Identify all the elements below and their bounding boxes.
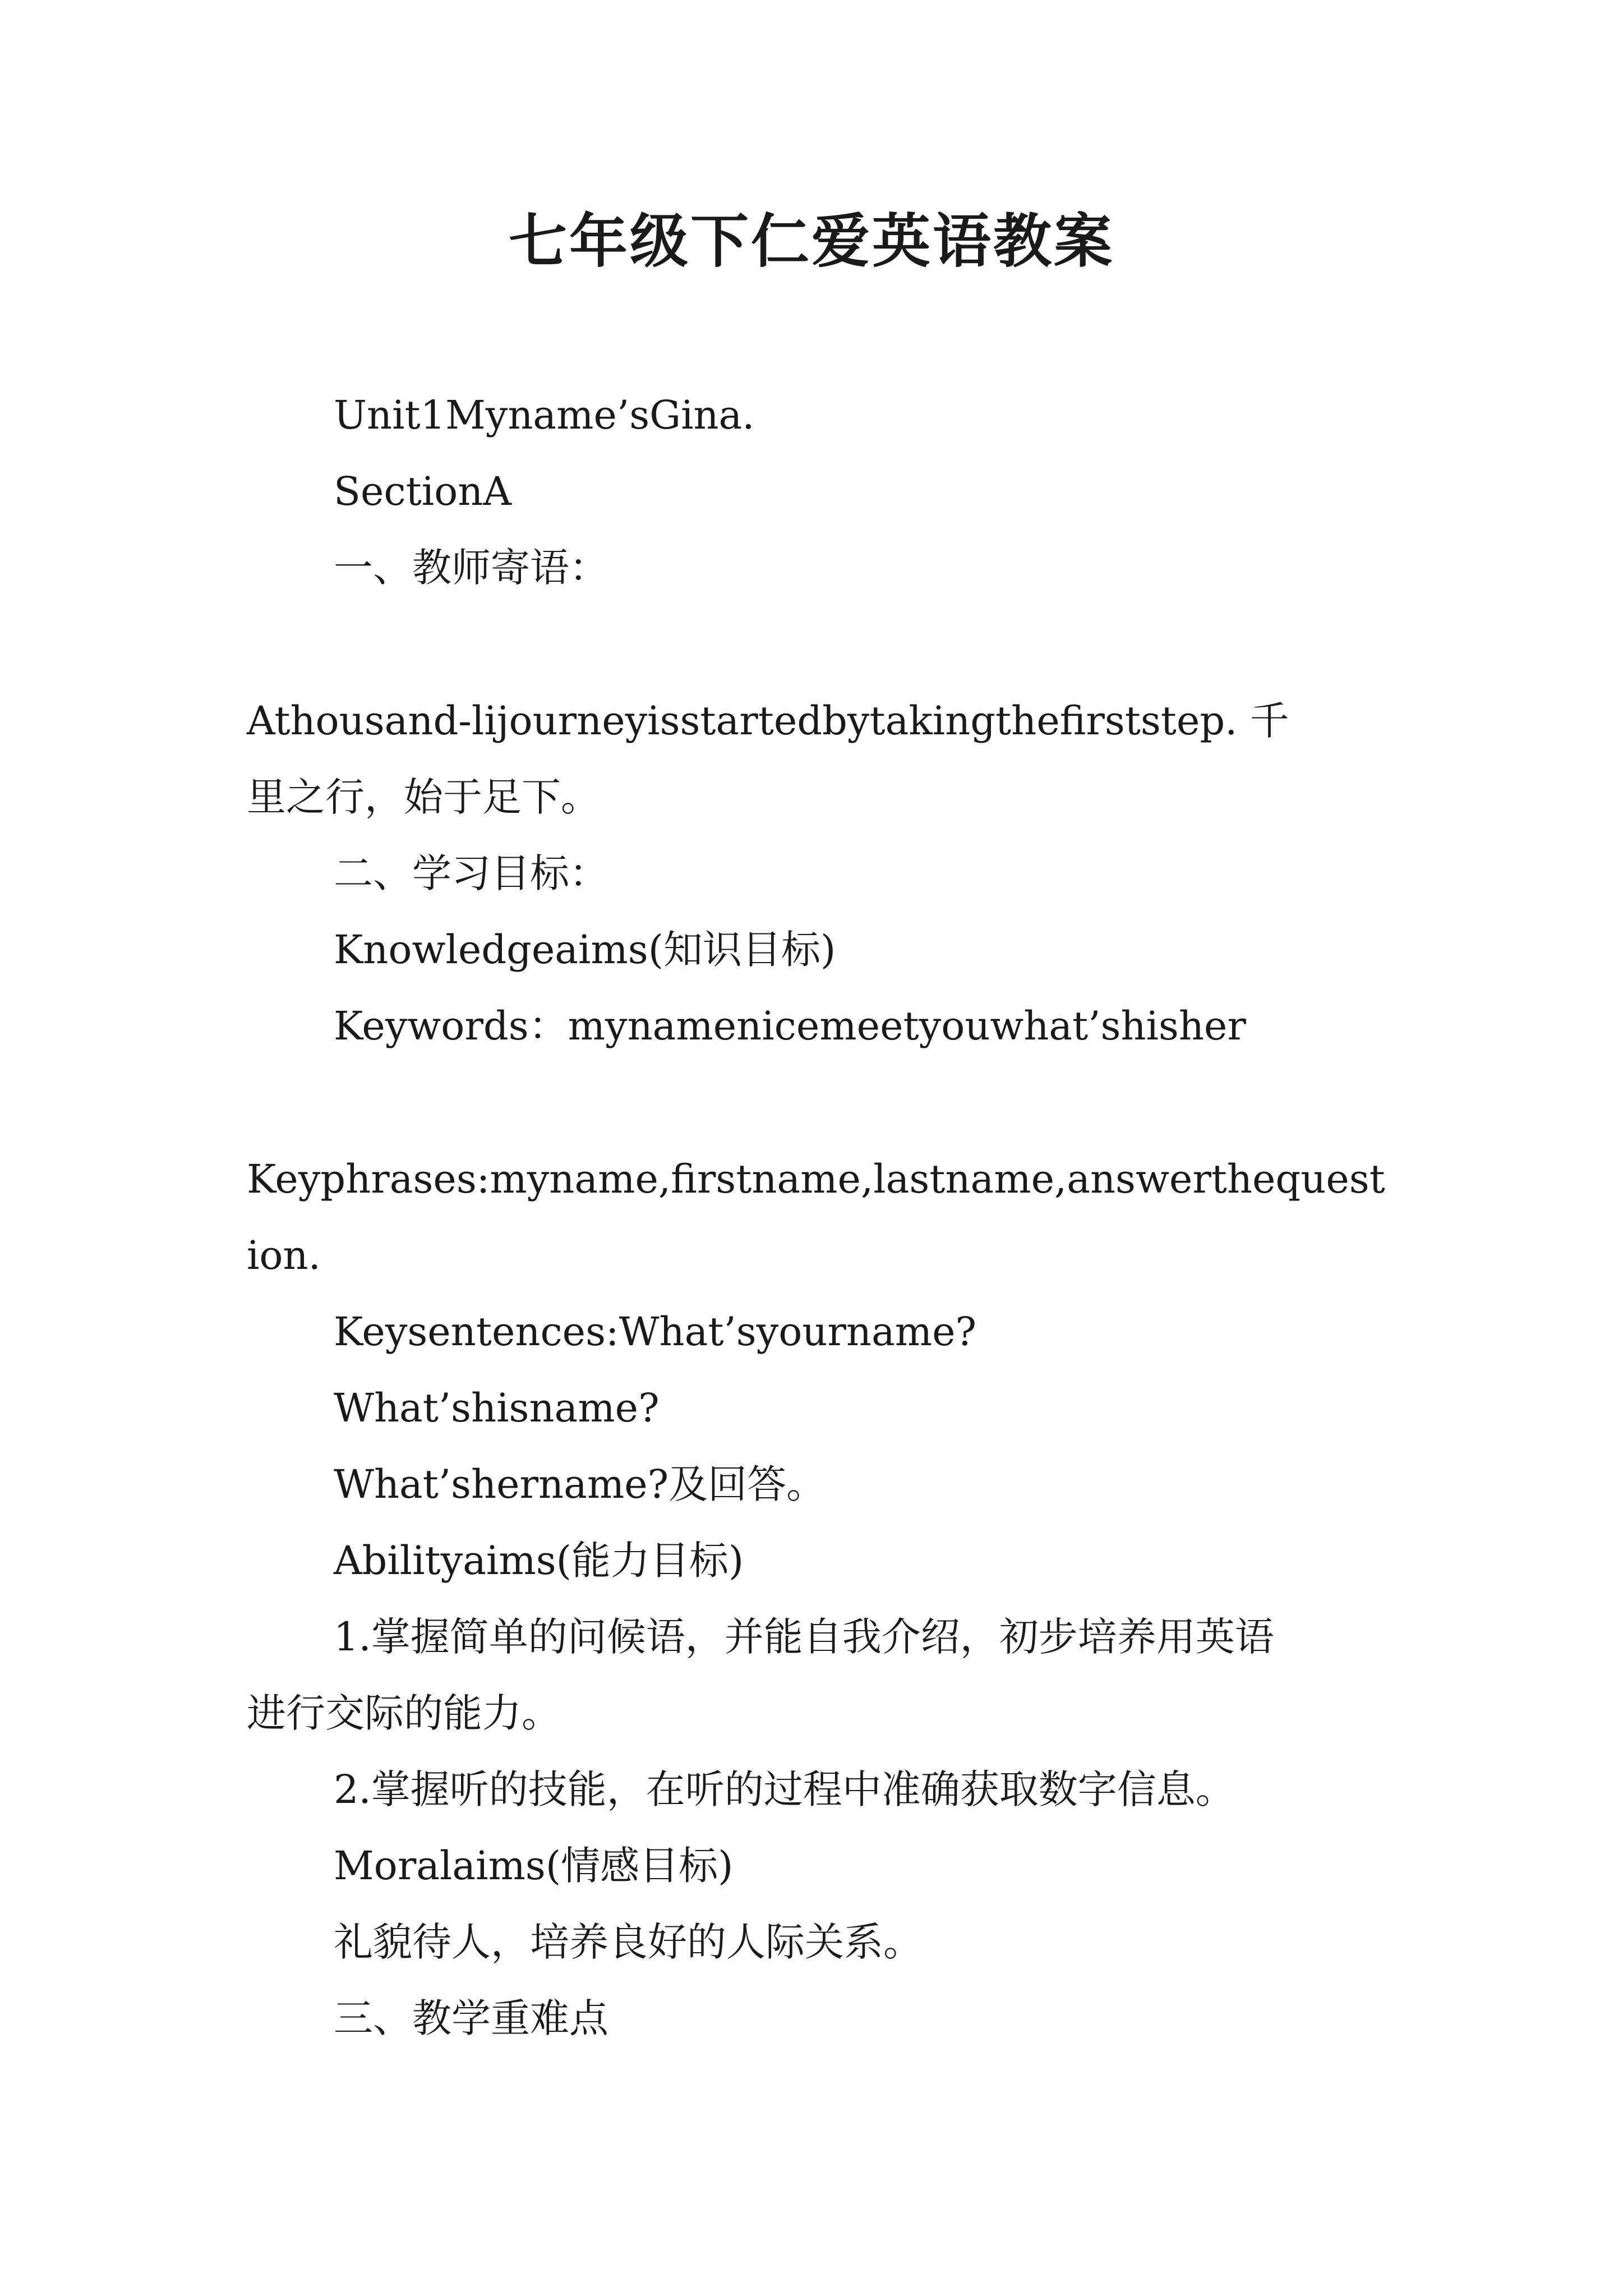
- learning-goals-heading: 二、学习目标：: [334, 850, 608, 896]
- keyphrases-line-1: Keyphrases:myname,firstname,lastname,answerthequest: [247, 1156, 1385, 1202]
- teacher-message-line-2: 里之行，始于足下。: [247, 774, 600, 820]
- teacher-message-heading: 一、教师寄语：: [334, 545, 608, 591]
- ability-aim-1-line-1: 1.掌握简单的问候语，并能自我介绍，初步培养用英语: [334, 1614, 1274, 1660]
- sentence-his-name: What’shisname?: [334, 1385, 660, 1431]
- moral-aims-heading: Moralaims(情感目标): [334, 1843, 734, 1889]
- keyphrases-line-2: ion.: [247, 1232, 321, 1278]
- moral-aim-text: 礼貌待人，培养良好的人际关系。: [334, 1919, 923, 1965]
- document-title: 七年级下仁爱英语教案: [508, 207, 1114, 275]
- teacher-message-line-1: Athousand-lijourneyisstartedbytakingthefirststep. 千: [247, 698, 1289, 744]
- sentence-her-name: What’shername?及回答。: [334, 1461, 826, 1507]
- knowledge-aims-heading: Knowledgeaims(知识目标): [334, 927, 836, 973]
- ability-aims-heading: Abilityaims(能力目标): [334, 1538, 744, 1584]
- section-heading: SectionA: [334, 468, 511, 514]
- ability-aim-1-line-2: 进行交际的能力。: [247, 1690, 561, 1736]
- keywords-line: Keywords：mynamenicemeetyouwhat’shisher: [334, 1003, 1246, 1049]
- unit-heading: Unit1Myname’sGina.: [334, 392, 755, 438]
- key-difficulties-heading: 三、教学重难点: [334, 1995, 608, 2041]
- keysentences-line: Keysentences:What’syourname?: [334, 1309, 977, 1355]
- ability-aim-2: 2.掌握听的技能，在听的过程中准确获取数字信息。: [334, 1766, 1235, 1812]
